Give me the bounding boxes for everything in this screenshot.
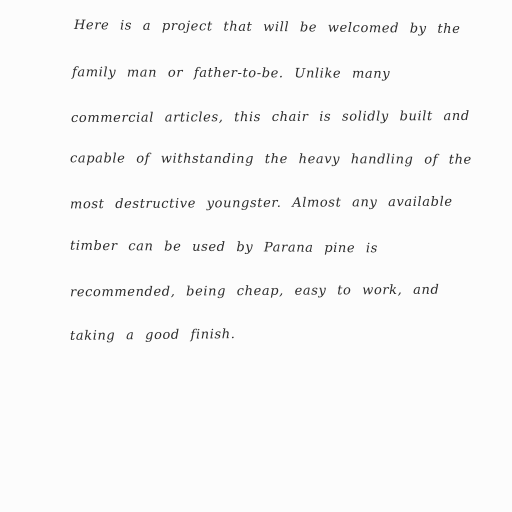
text-line: family man or father-to-be. Unlike many bbox=[71, 65, 391, 82]
text-line: taking a good finish. bbox=[69, 327, 236, 344]
text-line: Here is a project that will be welcomed by the bbox=[73, 17, 461, 38]
text-line: capable of withstanding the heavy handling of the bbox=[69, 151, 472, 168]
text-line: most destructive youngster. Almost any available bbox=[69, 194, 453, 213]
text-line: timber can be used by Parana pine is bbox=[69, 238, 379, 257]
text-line: recommended, being cheap, easy to work, and bbox=[69, 282, 440, 301]
text-line: commercial articles, this chair is solidly built and bbox=[70, 108, 470, 127]
